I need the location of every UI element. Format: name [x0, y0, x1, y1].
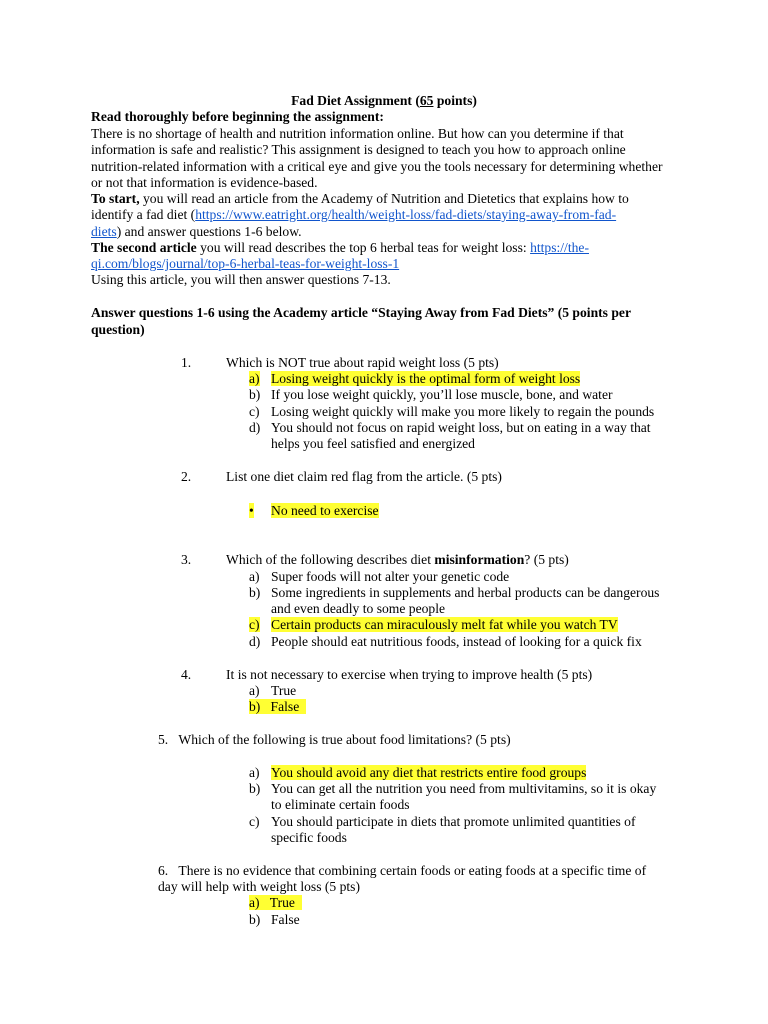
q5-option-a-answer: You should avoid any diet that restricts entire food groups — [271, 765, 587, 780]
q3-option-c-answer: Certain products can miraculously melt fat while you watch TV — [271, 617, 618, 632]
q2-answer: No need to exercise — [271, 503, 379, 518]
q4-number: 4. — [181, 667, 192, 682]
q6-option-a-answer: a) True — [249, 895, 302, 911]
q3-option-b: Some ingredients in supplements and herbal products can be dangerous — [271, 585, 660, 600]
q4-option-b-answer: b) False — [249, 699, 306, 715]
q5-option-b-letter: b) — [249, 781, 261, 796]
q6-number: 6. — [158, 863, 169, 878]
q6-option-b: False — [271, 912, 300, 927]
page-title: Fad Diet Assignment (65 points) — [291, 93, 477, 108]
q3-text: Which of the following describes diet misinformation? (5 pts) — [226, 552, 569, 567]
to-start-line-2: identify a fad diet (https://www.eatright.org/health/weight-loss/fad-diets/staying-away-from-fad- — [91, 207, 617, 222]
q3-option-a-letter: a) — [249, 569, 260, 584]
q6-line — [158, 863, 646, 879]
points-value: 65 — [419, 93, 434, 108]
using-article-line: Using this article, you will then answer questions 7-13. — [91, 272, 391, 287]
article-1-link-cont[interactable]: diets — [91, 224, 117, 239]
q6-text-cont: day will help with weight loss (5 pts) — [158, 879, 361, 894]
q5-option-b-cont: to eliminate certain foods — [271, 797, 410, 812]
q3-option-c-letter: c) — [249, 617, 260, 632]
article-2-link[interactable]: https://the- — [530, 240, 589, 255]
q5-option-c-cont: specific foods — [271, 830, 347, 845]
article-2-link-cont[interactable]: qi.com/blogs/journal/top-6-herbal-teas-for-weight-loss-1 — [91, 256, 400, 271]
q1-text: Which is NOT true about rapid weight loss (5 pts) — [226, 355, 499, 370]
q1-number: 1. — [181, 355, 192, 370]
q1-option-d: You should not focus on rapid weight loss, but on eating in a way that — [271, 420, 651, 435]
q1-option-a-letter: a) — [249, 371, 260, 386]
q5-option-c-letter: c) — [249, 814, 260, 829]
q3-option-d: People should eat nutritious foods, instead of looking for a quick fix — [271, 634, 642, 649]
q1-option-c-letter: c) — [249, 404, 260, 419]
second-article-line-2 — [91, 256, 399, 272]
q1-option-d-cont: helps you feel satisfied and energized — [271, 436, 475, 451]
second-article-line: The second article you will read describes the top 6 herbal teas for weight loss: https://the- — [91, 240, 589, 255]
q3-option-b-cont: and even deadly to some people — [271, 601, 446, 616]
q1-option-b: If you lose weight quickly, you’ll lose muscle, bone, and water — [271, 387, 613, 402]
q5-option-c: You should participate in diets that promote unlimited quantities of — [271, 814, 636, 829]
q3-option-d-letter: d) — [249, 634, 261, 649]
intro-line-1: There is no shortage of health and nutrition information online. But how can you determine if that — [91, 126, 624, 141]
q5-option-b: You can get all the nutrition you need from multivitamins, so it is okay — [271, 781, 657, 796]
q2-bullet: • — [249, 503, 254, 518]
to-start-line-3: diets) and answer questions 1-6 below. — [91, 224, 302, 239]
section-heading: Answer questions 1-6 using the Academy article “Staying Away from Fad Diets” (5 points per — [91, 305, 631, 320]
to-start-line: To start, you will read an article from the Academy of Nutrition and Dietetics that explains how to — [91, 191, 629, 206]
q4-text: It is not necessary to exercise when trying to improve health (5 pts) — [226, 667, 593, 682]
q5-option-a-letter: a) — [249, 765, 260, 780]
q6-text: There is no evidence that combining certain foods or eating foods at a specific time of — [178, 863, 647, 878]
q1-option-d-letter: d) — [249, 420, 261, 435]
q1-option-a-answer: Losing weight quickly is the optimal form of weight loss — [271, 371, 581, 386]
article-1-link[interactable]: https://www.eatright.org/health/weight-loss/fad-diets/staying-away-from-fad- — [195, 207, 617, 222]
q1-option-c: Losing weight quickly will make you more likely to regain the pounds — [271, 404, 655, 419]
q1-option-b-letter: b) — [249, 387, 261, 402]
q5-number: 5. — [158, 732, 169, 747]
q5-text: Which of the following is true about food limitations? (5 pts) — [178, 732, 511, 747]
q4-option-a: True — [271, 683, 297, 698]
q2-number: 2. — [181, 469, 192, 484]
q4-option-a-letter: a) — [249, 683, 260, 698]
q2-text: List one diet claim red flag from the article. (5 pts) — [226, 469, 502, 484]
intro-line-4: or not that information is evidence-based. — [91, 175, 318, 190]
q3-option-a: Super foods will not alter your genetic code — [271, 569, 510, 584]
section-heading-cont: question) — [91, 322, 145, 337]
q3-number: 3. — [181, 552, 192, 567]
q6-option-b-letter: b) — [249, 912, 261, 927]
q3-option-b-letter: b) — [249, 585, 261, 600]
intro-heading: Read thoroughly before beginning the assignment: — [91, 109, 384, 124]
intro-line-3: nutrition-related information with a critical eye and give you the tools necessary for determining whether — [91, 159, 663, 174]
q5-line — [158, 732, 511, 748]
intro-line-2: information is safe and realistic? This assignment is designed to teach you how to approach online — [91, 142, 626, 157]
